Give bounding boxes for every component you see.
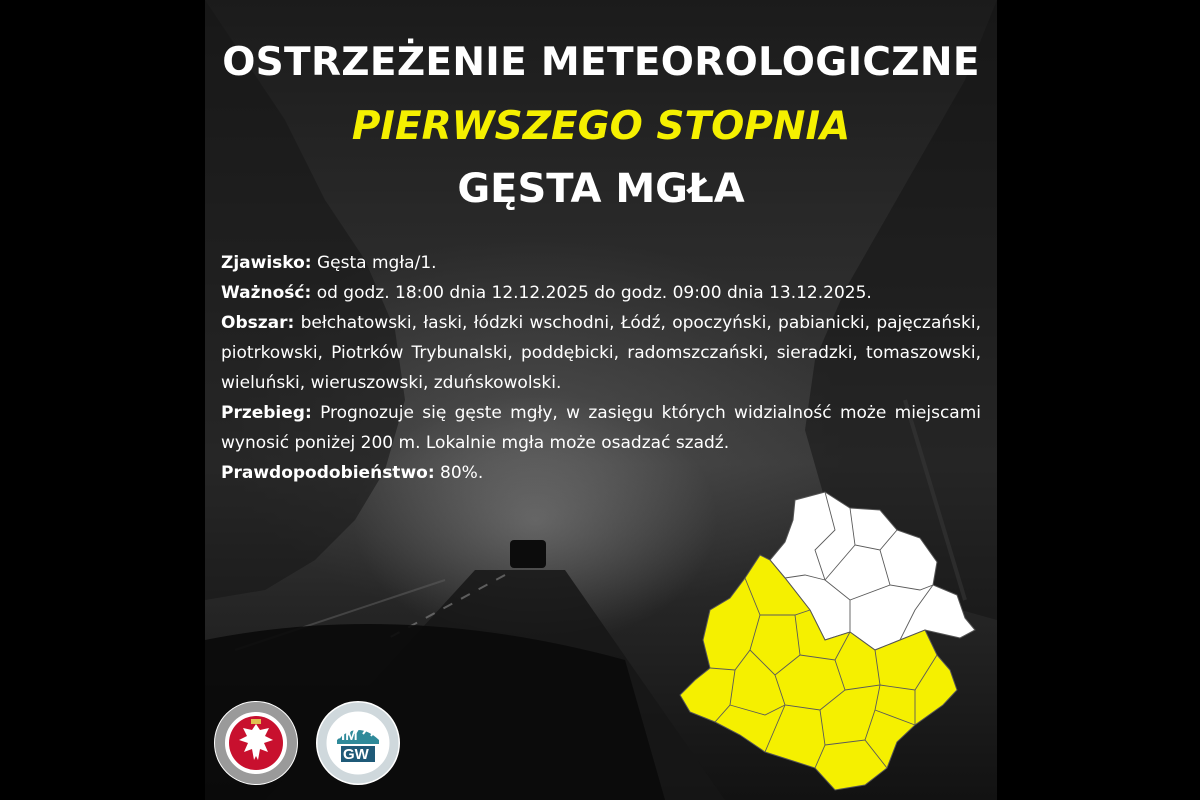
field-label: Zjawisko: xyxy=(221,253,312,273)
field-area xyxy=(221,308,981,398)
warning-details xyxy=(221,248,981,488)
imgw-text-bottom: GW xyxy=(343,746,369,763)
region-map-icon xyxy=(675,490,991,795)
imgw-text-top: IM xyxy=(341,727,358,744)
field-validity xyxy=(221,278,981,308)
field-value: Prognozuje się gęste mgły, w zasięgu których widzialność może miejscami wynosić poniżej 200 m. Lokalnie mgła może osadzać szadź. xyxy=(221,403,981,453)
field-label: Prawdopodobieństwo: xyxy=(221,463,435,483)
title-phenomenon: GĘSTA MGŁA xyxy=(457,166,745,212)
field-course xyxy=(221,398,981,458)
field-label: Przebieg: xyxy=(221,403,312,423)
field-phenomenon xyxy=(221,248,981,278)
imgw-logo-icon xyxy=(315,700,401,786)
field-label: Obszar: xyxy=(221,313,295,333)
distant-car xyxy=(510,540,546,568)
field-label: Ważność: xyxy=(221,283,312,303)
field-value: Gęsta mgła/1. xyxy=(311,253,437,273)
field-probability xyxy=(221,458,981,488)
field-value: od godz. 18:00 dnia 12.12.2025 do godz. 09:00 dnia 13.12.2025. xyxy=(311,283,872,303)
title-main: OSTRZEŻENIE METEOROLOGICZNE xyxy=(222,40,980,85)
field-value: bełchatowski, łaski, łódzki wschodni, Łódź, opoczyński, pabianicki, pajęczański, piotrkowski, Piotrków Trybunalski, poddębicki, radomszczański, sieradzki, tomaszowski, wieluński, wieruszowski, zduńskowolski. xyxy=(221,313,981,393)
field-value: 80%. xyxy=(434,463,484,483)
eagle-emblem-icon xyxy=(213,700,299,786)
title-warning-degree: PIERWSZEGO STOPNIA xyxy=(351,104,851,149)
logos xyxy=(213,700,403,790)
warning-poster xyxy=(205,0,997,800)
